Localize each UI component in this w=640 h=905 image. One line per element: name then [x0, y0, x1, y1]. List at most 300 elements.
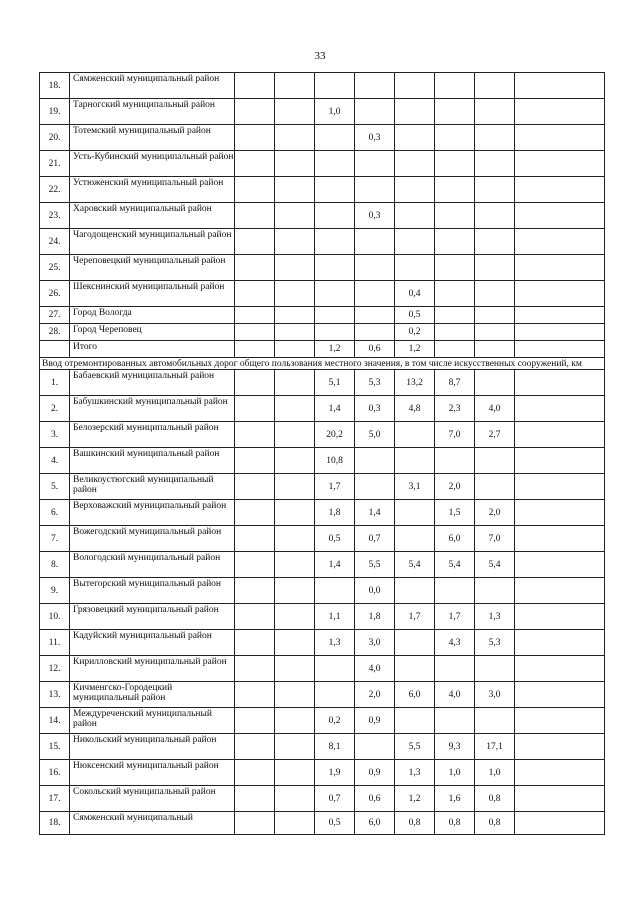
value-cell [395, 526, 435, 552]
value-cell [395, 255, 435, 281]
value-cell [515, 604, 605, 630]
value-cell [515, 255, 605, 281]
value-cell: 2,3 [435, 396, 475, 422]
value-cell [275, 630, 315, 656]
value-cell [275, 370, 315, 396]
value-cell [475, 448, 515, 474]
value-cell [355, 73, 395, 99]
value-cell [475, 229, 515, 255]
row-name: Харовский муниципальный район [70, 203, 235, 229]
value-cell [315, 229, 355, 255]
value-cell: 1,0 [475, 760, 515, 786]
value-cell [315, 125, 355, 151]
value-cell [435, 229, 475, 255]
row-name: Кадуйский муниципальный район [70, 630, 235, 656]
value-cell: 0,5 [315, 526, 355, 552]
value-cell [275, 760, 315, 786]
value-cell [315, 324, 355, 341]
value-cell [235, 281, 275, 307]
value-cell: 1,2 [395, 341, 435, 358]
table-row [40, 422, 605, 448]
indicator-table [39, 72, 605, 835]
value-cell [475, 255, 515, 281]
value-cell [235, 177, 275, 203]
table-row [40, 630, 605, 656]
value-cell [435, 99, 475, 125]
table-row [40, 307, 605, 324]
value-cell [475, 656, 515, 682]
value-cell [235, 552, 275, 578]
value-cell: 1,6 [435, 786, 475, 812]
page-number: 33 [314, 50, 326, 62]
value-cell [515, 708, 605, 734]
value-cell: 2,7 [475, 422, 515, 448]
table-row [40, 604, 605, 630]
row-name: Кичменгско-Городецкий муниципальный район [70, 682, 235, 708]
value-cell [275, 281, 315, 307]
value-cell: 3,1 [395, 474, 435, 500]
value-cell [235, 604, 275, 630]
value-cell: 1,0 [315, 99, 355, 125]
value-cell: 0,5 [315, 812, 355, 835]
value-cell [475, 73, 515, 99]
value-cell: 4,0 [475, 396, 515, 422]
row-number: 17. [40, 786, 70, 812]
value-cell [475, 324, 515, 341]
value-cell [235, 500, 275, 526]
value-cell: 5,5 [355, 552, 395, 578]
value-cell: 6,0 [355, 812, 395, 835]
value-cell: 1,9 [315, 760, 355, 786]
value-cell [355, 734, 395, 760]
value-cell [395, 99, 435, 125]
table-row [40, 396, 605, 422]
value-cell: 0,7 [315, 786, 355, 812]
row-number: 8. [40, 552, 70, 578]
row-number: 4. [40, 448, 70, 474]
value-cell: 5,4 [395, 552, 435, 578]
value-cell [435, 324, 475, 341]
row-number: 18. [40, 73, 70, 99]
table-row [40, 812, 605, 835]
row-name: Бабаевский муниципальный район [70, 370, 235, 396]
value-cell [275, 203, 315, 229]
row-name: Никольский муниципальный район [70, 734, 235, 760]
row-number: 19. [40, 99, 70, 125]
value-cell [515, 682, 605, 708]
row-number: 22. [40, 177, 70, 203]
value-cell [355, 177, 395, 203]
value-cell [395, 73, 435, 99]
value-cell [235, 341, 275, 358]
value-cell [475, 203, 515, 229]
value-cell [515, 151, 605, 177]
value-cell [395, 708, 435, 734]
table-row [40, 99, 605, 125]
value-cell: 17,1 [475, 734, 515, 760]
value-cell [235, 474, 275, 500]
row-number: 11. [40, 630, 70, 656]
value-cell [435, 578, 475, 604]
value-cell [275, 99, 315, 125]
row-number [40, 341, 70, 358]
row-number: 9. [40, 578, 70, 604]
row-number: 21. [40, 151, 70, 177]
table-row [40, 281, 605, 307]
value-cell [435, 656, 475, 682]
value-cell [235, 708, 275, 734]
value-cell: 2,0 [475, 500, 515, 526]
value-cell: 8,7 [435, 370, 475, 396]
table-row [40, 125, 605, 151]
value-cell [515, 396, 605, 422]
value-cell: 2,0 [435, 474, 475, 500]
row-name: Череповецкий муниципальный район [70, 255, 235, 281]
table-row [40, 177, 605, 203]
value-cell [435, 708, 475, 734]
row-name: Город Череповец [70, 324, 235, 341]
value-cell: 1,8 [315, 500, 355, 526]
value-cell [275, 500, 315, 526]
value-cell: 0,7 [355, 526, 395, 552]
value-cell: 0,4 [395, 281, 435, 307]
value-cell [435, 203, 475, 229]
value-cell [235, 125, 275, 151]
row-name: Белозерский муниципальный район [70, 422, 235, 448]
row-number: 23. [40, 203, 70, 229]
value-cell [355, 448, 395, 474]
table-row [40, 578, 605, 604]
value-cell: 0,6 [355, 786, 395, 812]
row-name: Город Вологда [70, 307, 235, 324]
value-cell: 1,3 [475, 604, 515, 630]
table-row [40, 552, 605, 578]
value-cell [515, 448, 605, 474]
table-row [40, 786, 605, 812]
row-name: Сямженский муниципальный район [70, 73, 235, 99]
value-cell [395, 630, 435, 656]
value-cell: 5,5 [395, 734, 435, 760]
value-cell [475, 708, 515, 734]
value-cell: 3,0 [355, 630, 395, 656]
value-cell [515, 552, 605, 578]
value-cell: 7,0 [475, 526, 515, 552]
value-cell: 5,4 [475, 552, 515, 578]
value-cell [515, 203, 605, 229]
value-cell [515, 578, 605, 604]
row-number: 6. [40, 500, 70, 526]
value-cell [355, 474, 395, 500]
value-cell [475, 177, 515, 203]
value-cell [235, 422, 275, 448]
value-cell [515, 341, 605, 358]
value-cell [235, 786, 275, 812]
row-number: 20. [40, 125, 70, 151]
row-name: Усть-Кубинский муниципальный район [70, 151, 235, 177]
section-title: Ввод отремонтированных автомобильных дорог общего пользования местного значения, в том числе искусственных сооружений, км [40, 358, 605, 370]
table-row [40, 203, 605, 229]
value-cell [275, 578, 315, 604]
value-cell [275, 125, 315, 151]
value-cell [235, 229, 275, 255]
value-cell [315, 307, 355, 324]
value-cell: 0,3 [355, 203, 395, 229]
value-cell: 2,0 [355, 682, 395, 708]
row-name: Шекснинский муниципальный район [70, 281, 235, 307]
table-row [40, 474, 605, 500]
value-cell [515, 474, 605, 500]
value-cell [275, 229, 315, 255]
table-row [40, 370, 605, 396]
value-cell: 1,4 [315, 552, 355, 578]
value-cell [515, 526, 605, 552]
value-cell: 5,0 [355, 422, 395, 448]
value-cell: 0,8 [475, 786, 515, 812]
value-cell [435, 177, 475, 203]
value-cell [515, 630, 605, 656]
value-cell [515, 500, 605, 526]
value-cell [435, 255, 475, 281]
value-cell: 0,3 [355, 396, 395, 422]
value-cell: 1,7 [315, 474, 355, 500]
value-cell: 5,3 [475, 630, 515, 656]
value-cell: 1,4 [315, 396, 355, 422]
value-cell [515, 307, 605, 324]
value-cell [275, 307, 315, 324]
value-cell: 1,3 [315, 630, 355, 656]
value-cell [475, 151, 515, 177]
row-number: 7. [40, 526, 70, 552]
table-row [40, 500, 605, 526]
value-cell: 1,1 [315, 604, 355, 630]
row-name: Нюксенский муниципальный район [70, 760, 235, 786]
value-cell: 0,9 [355, 760, 395, 786]
row-name: Итого [70, 341, 235, 358]
value-cell: 5,1 [315, 370, 355, 396]
value-cell [395, 656, 435, 682]
value-cell: 0,3 [355, 125, 395, 151]
row-name: Тотемский муниципальный район [70, 125, 235, 151]
row-number: 10. [40, 604, 70, 630]
table-section [40, 358, 605, 370]
value-cell [275, 177, 315, 203]
row-number: 24. [40, 229, 70, 255]
value-cell [395, 229, 435, 255]
value-cell [395, 448, 435, 474]
row-name: Кирилловский муниципальный район [70, 656, 235, 682]
row-name: Грязовецкий муниципальный район [70, 604, 235, 630]
row-number: 16. [40, 760, 70, 786]
value-cell [235, 396, 275, 422]
value-cell: 4,8 [395, 396, 435, 422]
value-cell: 5,4 [435, 552, 475, 578]
row-name: Верховажский муниципальный район [70, 500, 235, 526]
table-row [40, 229, 605, 255]
value-cell [395, 177, 435, 203]
value-cell [515, 177, 605, 203]
row-number: 5. [40, 474, 70, 500]
value-cell [235, 526, 275, 552]
value-cell [355, 255, 395, 281]
row-number: 14. [40, 708, 70, 734]
value-cell [515, 422, 605, 448]
value-cell [315, 255, 355, 281]
table-body-top [40, 73, 605, 358]
value-cell: 1,2 [395, 786, 435, 812]
value-cell [395, 500, 435, 526]
value-cell [435, 341, 475, 358]
table-row [40, 526, 605, 552]
value-cell [315, 73, 355, 99]
value-cell [235, 682, 275, 708]
value-cell [475, 281, 515, 307]
value-cell: 0,6 [355, 341, 395, 358]
value-cell [435, 125, 475, 151]
value-cell: 4,0 [435, 682, 475, 708]
row-name: Чагодощенский муниципальный район [70, 229, 235, 255]
table-row [40, 324, 605, 341]
value-cell [355, 307, 395, 324]
value-cell [275, 812, 315, 835]
value-cell [275, 448, 315, 474]
value-cell [435, 151, 475, 177]
value-cell: 3,0 [475, 682, 515, 708]
row-number: 26. [40, 281, 70, 307]
value-cell [235, 578, 275, 604]
value-cell [235, 255, 275, 281]
value-cell [515, 324, 605, 341]
value-cell [235, 151, 275, 177]
row-name: Сямженский муниципальный [70, 812, 235, 835]
value-cell: 1,8 [355, 604, 395, 630]
value-cell [235, 307, 275, 324]
table-row [40, 682, 605, 708]
value-cell [275, 552, 315, 578]
table-row [40, 734, 605, 760]
value-cell: 0,2 [315, 708, 355, 734]
value-cell [475, 474, 515, 500]
value-cell [395, 125, 435, 151]
row-name: Великоустюгский муниципальный район [70, 474, 235, 500]
value-cell: 9,3 [435, 734, 475, 760]
row-name: Тарногский муниципальный район [70, 99, 235, 125]
value-cell [235, 656, 275, 682]
value-cell: 7,0 [435, 422, 475, 448]
value-cell [515, 656, 605, 682]
table-body-bottom [40, 370, 605, 835]
table-row [40, 760, 605, 786]
value-cell [515, 281, 605, 307]
table-row [40, 73, 605, 99]
value-cell [275, 656, 315, 682]
value-cell [475, 578, 515, 604]
value-cell: 1,4 [355, 500, 395, 526]
value-cell [355, 99, 395, 125]
value-cell: 0,2 [395, 324, 435, 341]
value-cell [515, 99, 605, 125]
value-cell [275, 786, 315, 812]
value-cell [315, 656, 355, 682]
row-number: 18. [40, 812, 70, 835]
value-cell: 1,2 [315, 341, 355, 358]
value-cell [275, 324, 315, 341]
row-name: Вытегорский муниципальный район [70, 578, 235, 604]
value-cell [515, 73, 605, 99]
row-number: 12. [40, 656, 70, 682]
value-cell [395, 578, 435, 604]
value-cell [275, 422, 315, 448]
value-cell: 1,5 [435, 500, 475, 526]
value-cell [235, 734, 275, 760]
value-cell: 0,8 [395, 812, 435, 835]
table-row [40, 656, 605, 682]
value-cell [395, 203, 435, 229]
value-cell: 1,0 [435, 760, 475, 786]
value-cell [275, 151, 315, 177]
value-cell: 0,8 [475, 812, 515, 835]
row-number: 15. [40, 734, 70, 760]
value-cell: 13,2 [395, 370, 435, 396]
value-cell [235, 630, 275, 656]
value-cell: 5,3 [355, 370, 395, 396]
row-number: 3. [40, 422, 70, 448]
value-cell: 4,3 [435, 630, 475, 656]
value-cell [435, 448, 475, 474]
value-cell [275, 734, 315, 760]
value-cell [475, 341, 515, 358]
value-cell: 0,5 [395, 307, 435, 324]
value-cell: 10,8 [315, 448, 355, 474]
row-number: 28. [40, 324, 70, 341]
row-name: Бабушкинский муниципальный район [70, 396, 235, 422]
value-cell [235, 324, 275, 341]
value-cell: 1,7 [435, 604, 475, 630]
value-cell [315, 281, 355, 307]
value-cell [515, 229, 605, 255]
table-row [40, 708, 605, 734]
value-cell [275, 604, 315, 630]
value-cell: 6,0 [395, 682, 435, 708]
value-cell [235, 203, 275, 229]
value-cell [475, 99, 515, 125]
row-number: 1. [40, 370, 70, 396]
value-cell [275, 73, 315, 99]
value-cell [475, 125, 515, 151]
value-cell [355, 151, 395, 177]
value-cell [355, 281, 395, 307]
value-cell: 4,0 [355, 656, 395, 682]
row-number: 25. [40, 255, 70, 281]
value-cell [515, 734, 605, 760]
value-cell: 0,9 [355, 708, 395, 734]
value-cell [515, 760, 605, 786]
value-cell: 1,7 [395, 604, 435, 630]
value-cell [275, 526, 315, 552]
value-cell [315, 578, 355, 604]
value-cell [395, 151, 435, 177]
value-cell [235, 448, 275, 474]
value-cell [315, 151, 355, 177]
row-name: Устюженский муниципальный район [70, 177, 235, 203]
row-name: Вожегодский муниципальный район [70, 526, 235, 552]
table-row [40, 341, 605, 358]
value-cell [515, 370, 605, 396]
value-cell: 0,0 [355, 578, 395, 604]
value-cell [315, 177, 355, 203]
table-row [40, 448, 605, 474]
value-cell [435, 281, 475, 307]
value-cell [315, 203, 355, 229]
